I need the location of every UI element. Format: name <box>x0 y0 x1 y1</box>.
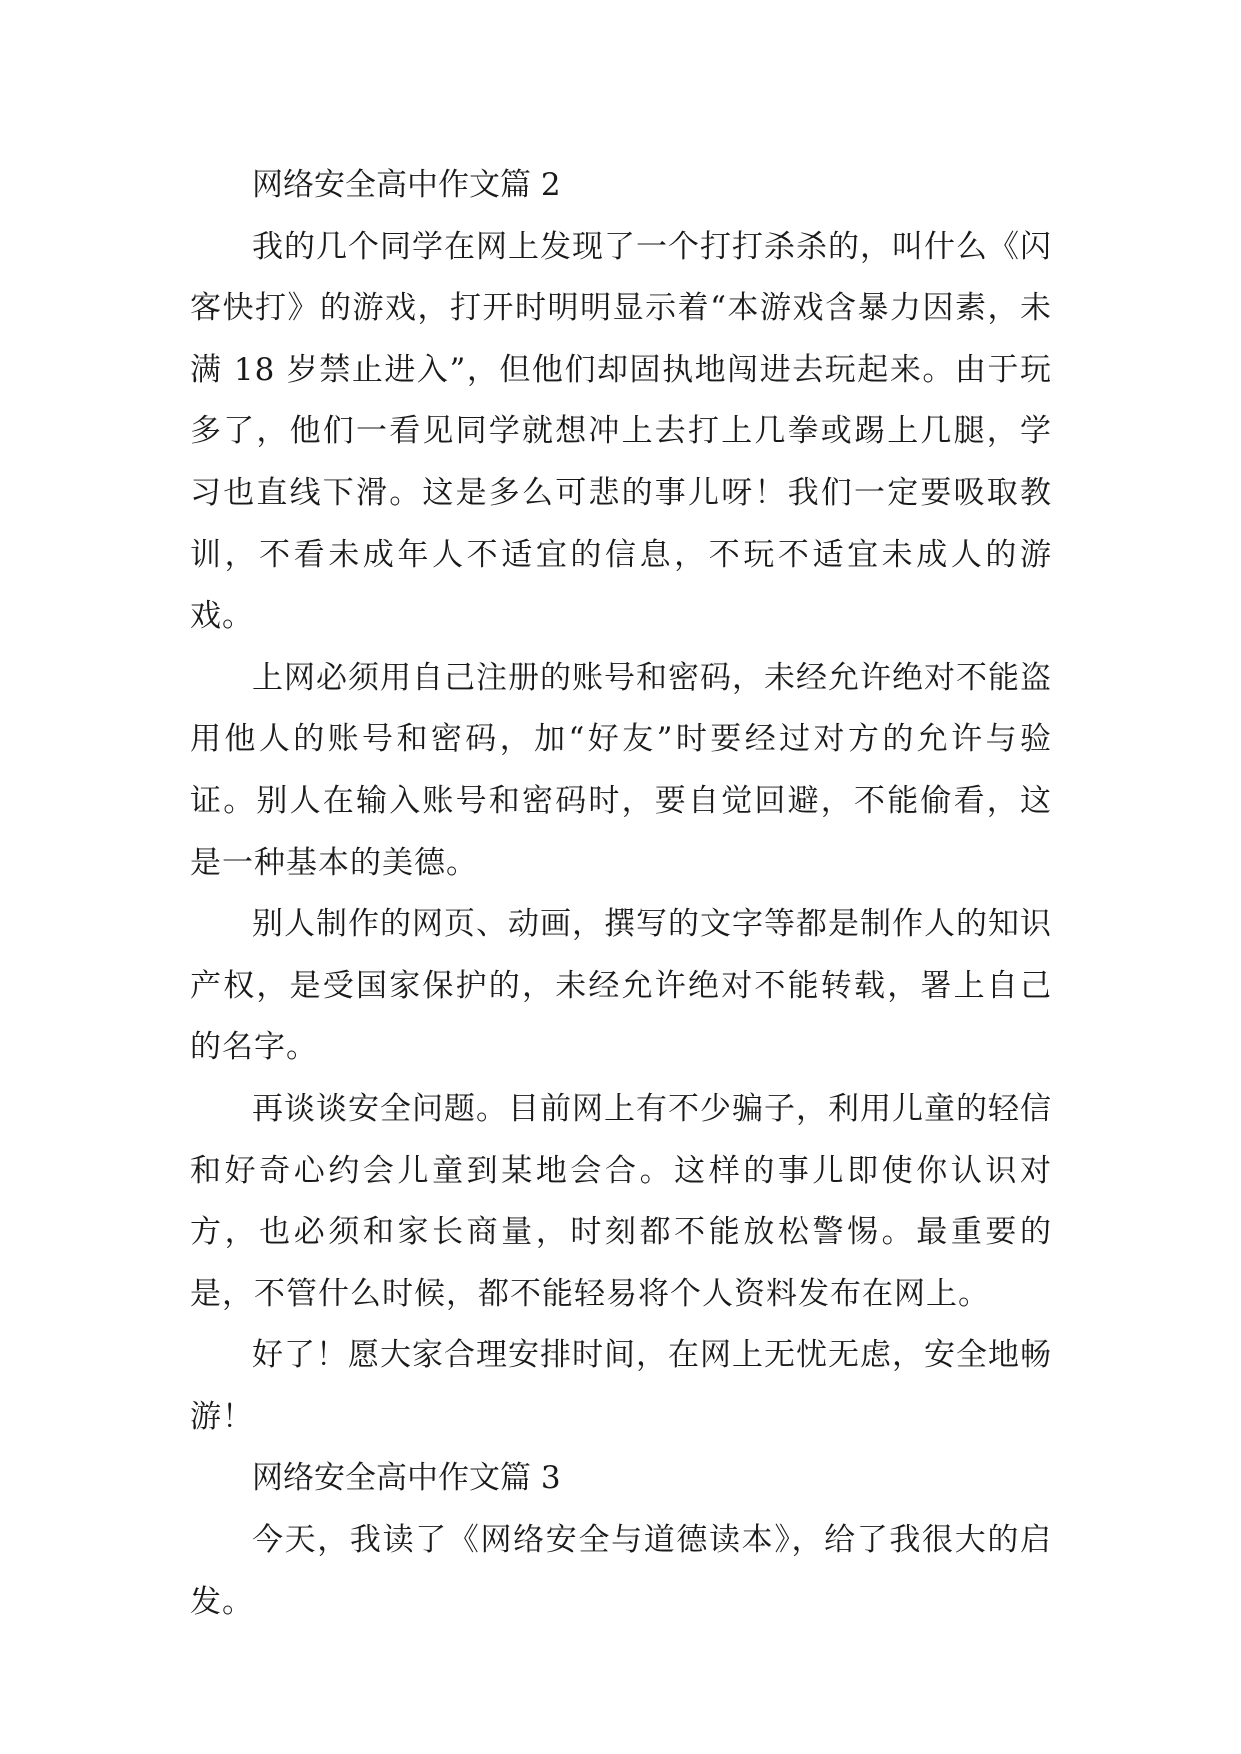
paragraph: 再谈谈安全问题。目前网上有不少骗子，利用儿童的轻信和好奇心约会儿童到某地会合。这样的事儿即使你认识对方，也必须和家长商量，时刻都不能放松警惕。最重要的是，不管什么时候，都不能轻易将个人资料发布在网上。 <box>190 1090 1052 1312</box>
section-heading: 网络安全高中作文篇 3 <box>252 1460 561 1497</box>
paragraph: 别人制作的网页、动画，撰写的文字等都是制作人的知识产权，是受国家保护的，未经允许绝对不能转载，署上自己的名字。 <box>190 906 1052 1066</box>
paragraph: 今天，我读了《网络安全与道德读本》，给了我很大的启发。 <box>190 1522 1052 1620</box>
document-body <box>190 155 1052 1633</box>
paragraph: 好了！愿大家合理安排时间，在网上无忧无虑，安全地畅游！ <box>190 1337 1052 1435</box>
section-heading: 网络安全高中作文篇 2 <box>252 167 561 203</box>
paragraph: 上网必须用自己注册的账号和密码，未经允许绝对不能盗用他人的账号和密码，加“好友”时要经过对方的允许与验证。别人在输入账号和密码时，要自觉回避，不能偷看，这是一种基本的美德。 <box>190 659 1052 881</box>
paragraph: 我的几个同学在网上发现了一个打打杀杀的，叫什么《闪客快打》的游戏，打开时明明显示着“本游戏含暴力因素，未满 18 岁禁止进入”，但他们却固执地闯进去玩起来。由于玩多了，他们一看见同学就想冲上去打上几拳或踢上几腿，学习也直线下滑。这是多么可悲的事儿呀！我们一定要吸取教训，不看未成年人不适宜的信息，不玩不适宜未成人的游戏。 <box>190 228 1052 635</box>
